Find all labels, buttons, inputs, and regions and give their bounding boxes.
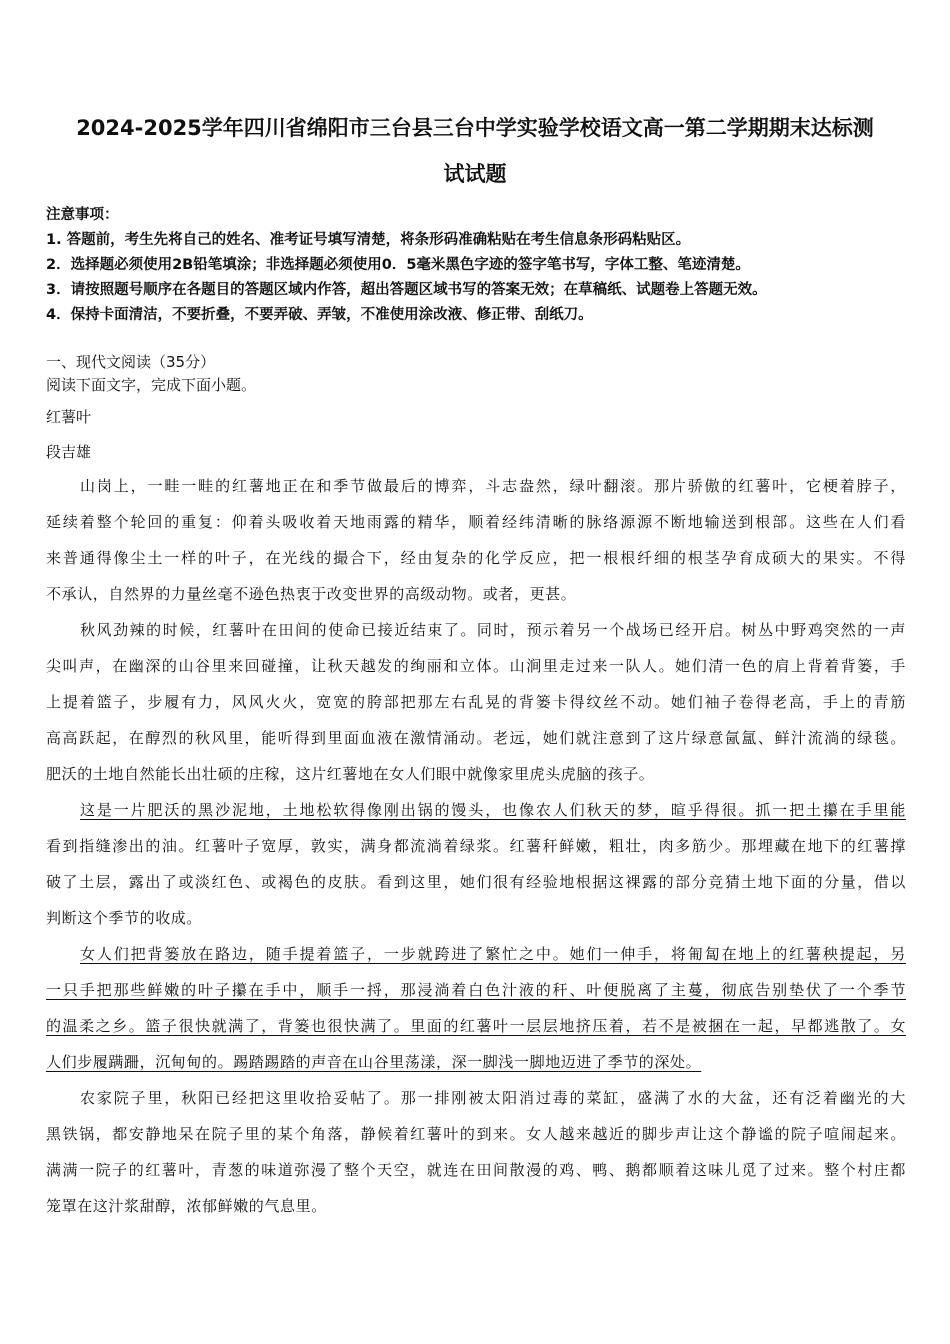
passage-line: 看到指缝渗出的油。红薯叶子宽厚，敦实，满身都流淌着绿浆。红薯秆鲜嫩，粗壮，肉多筋少。那埋藏在地下的红薯撑 — [46, 837, 906, 855]
note-item: 1. 答题前，考生先将自己的姓名、准考证号填写清楚，将条形码准确粘贴在考生信息条形码粘贴区。 — [46, 232, 691, 248]
note-item: 4．保持卡面清洁，不要折叠，不要弄破、弄皱，不准使用涂改液、修正带、刮纸刀。 — [46, 307, 593, 323]
section-instruction: 阅读下面文字，完成下面小题。 — [46, 376, 257, 394]
section-heading: 一、现代文阅读（35分） — [46, 353, 216, 371]
underlined-sentence: 这是一片肥沃的黑沙泥地，土地松软得像刚出锅的馒头，也像农人们秋天的梦，暄乎得很。抓一把土攥在手里能 — [80, 801, 906, 819]
passage-line: 判断这个季节的收成。 — [46, 909, 203, 927]
passage-line-underlined: 的温柔之乡。篮子很快就满了，背篓也很快满了。里面的红薯叶一层层地挤压着，若不是被捆在一起，早都逃散了。女 — [46, 1017, 906, 1035]
passage-title: 红薯叶 — [46, 408, 92, 426]
passage-line: 黑铁锅，都安静地呆在院子里的某个角落，静候着红薯叶的到来。女人越来越近的脚步声让这个静谧的院子喧闹起来。 — [46, 1125, 906, 1143]
passage-line: 肥沃的土地自然能长出壮硕的庄稼，这片红薯地在女人们眼中就像家里虎头虎脑的孩子。 — [46, 765, 655, 783]
passage-line: 秋风劲辣的时候，红薯叶在田间的使命已接近结束了。同时，预示着另一个战场已经开启。树丛中野鸡突然的一声 — [80, 621, 906, 639]
passage-line: 山岗上，一畦一畦的红薯地正在和季节做最后的博弈，斗志盎然，绿叶翻滚。那片骄傲的红薯叶，它梗着脖子， — [80, 477, 906, 495]
passage-line: 不承认，自然界的力量丝毫不逊色热衷于改变世界的高级动物。或者，更甚。 — [46, 585, 577, 603]
exam-title-line-2: 试试题 — [443, 162, 507, 186]
passage-line: 延续着整个轮回的重复：仰着头吸收着天地雨露的精华，顺着经纬清晰的脉络源源不断地输送到根部。这些在人们看 — [46, 513, 906, 531]
note-item: 3．请按照题号顺序在各题目的答题区域内作答，超出答题区域书写的答案无效；在草稿纸、试题卷上答题无效。 — [46, 282, 767, 298]
passage-line: 满满一院子的红薯叶，青葱的味道弥漫了整个天空，就连在田间散漫的鸡、鸭、鹅都顺着这味儿觅了过来。整个村庄都 — [46, 1161, 906, 1179]
passage-line-underlined: 人们步履蹒跚，沉甸甸的。踢踏踢踏的声音在山谷里荡漾，深一脚浅一脚地迈进了季节的深处。 — [46, 1053, 702, 1071]
passage-line — [46, 797, 906, 833]
passage-line-underlined: 一只手把那些鲜嫩的叶子攥在手中，顺手一捋，那浸淌着白色汁液的秆、叶便脱离了主蔓，彻底告别垫伏了一个季节 — [46, 981, 906, 999]
passage-line: 笼罩在这汁浆甜醇，浓郁鲜嫩的气息里。 — [46, 1197, 327, 1215]
passage-line: 上提着篮子，步履有力，风风火火，宽宽的胯部把那左右乱晃的背篓卡得纹丝不动。她们袖子卷得老高，手上的青筋 — [46, 693, 906, 711]
passage-line-underlined: 女人们把背篓放在路边，随手提着篮子，一步就跨进了繁忙之中。她们一伸手，将匍匐在地上的红薯秧提起，另 — [80, 945, 906, 963]
passage-author: 段吉雄 — [46, 443, 92, 461]
passage-line: 农家院子里，秋阳已经把这里收拾妥帖了。那一排刚被太阳消过毒的菜缸，盛满了水的大盆，还有泛着幽光的大 — [80, 1089, 906, 1107]
passage-line: 破了土层，露出了或淡红色、或褐色的皮肤。看到这里，她们很有经验地根据这裸露的部分竞猜土地下面的分量，借以 — [46, 873, 906, 891]
notes-block — [46, 203, 906, 328]
passage-line: 高高跃起，在醇烈的秋风里，能听得到里面血液在激情涌动。老远，她们就注意到了这片绿意氤氲、鲜汁流淌的绿毯。 — [46, 729, 906, 747]
notes-heading: 注意事项： — [46, 207, 119, 223]
note-item: 2．选择题必须使用2B铅笔填涂；非选择题必须使用0．5毫米黑色字迹的签字笔书写，字体工整、笔迹清楚。 — [46, 257, 750, 273]
passage-line: 尖叫声，在幽深的山谷里来回碰撞，让秋天越发的绚丽和立体。山涧里走过来一队人。她们清一色的肩上背着背篓，手 — [46, 657, 906, 675]
passage-line: 来普通得像尘土一样的叶子，在光线的撮合下，经由复杂的化学反应，把一根根纤细的根茎孕育成硕大的果实。不得 — [46, 549, 906, 567]
passage-body — [46, 473, 906, 1229]
exam-title-line-1: 2024-2025学年四川省绵阳市三台县三台中学实验学校语文高一第二学期期末达标测 — [76, 116, 874, 140]
